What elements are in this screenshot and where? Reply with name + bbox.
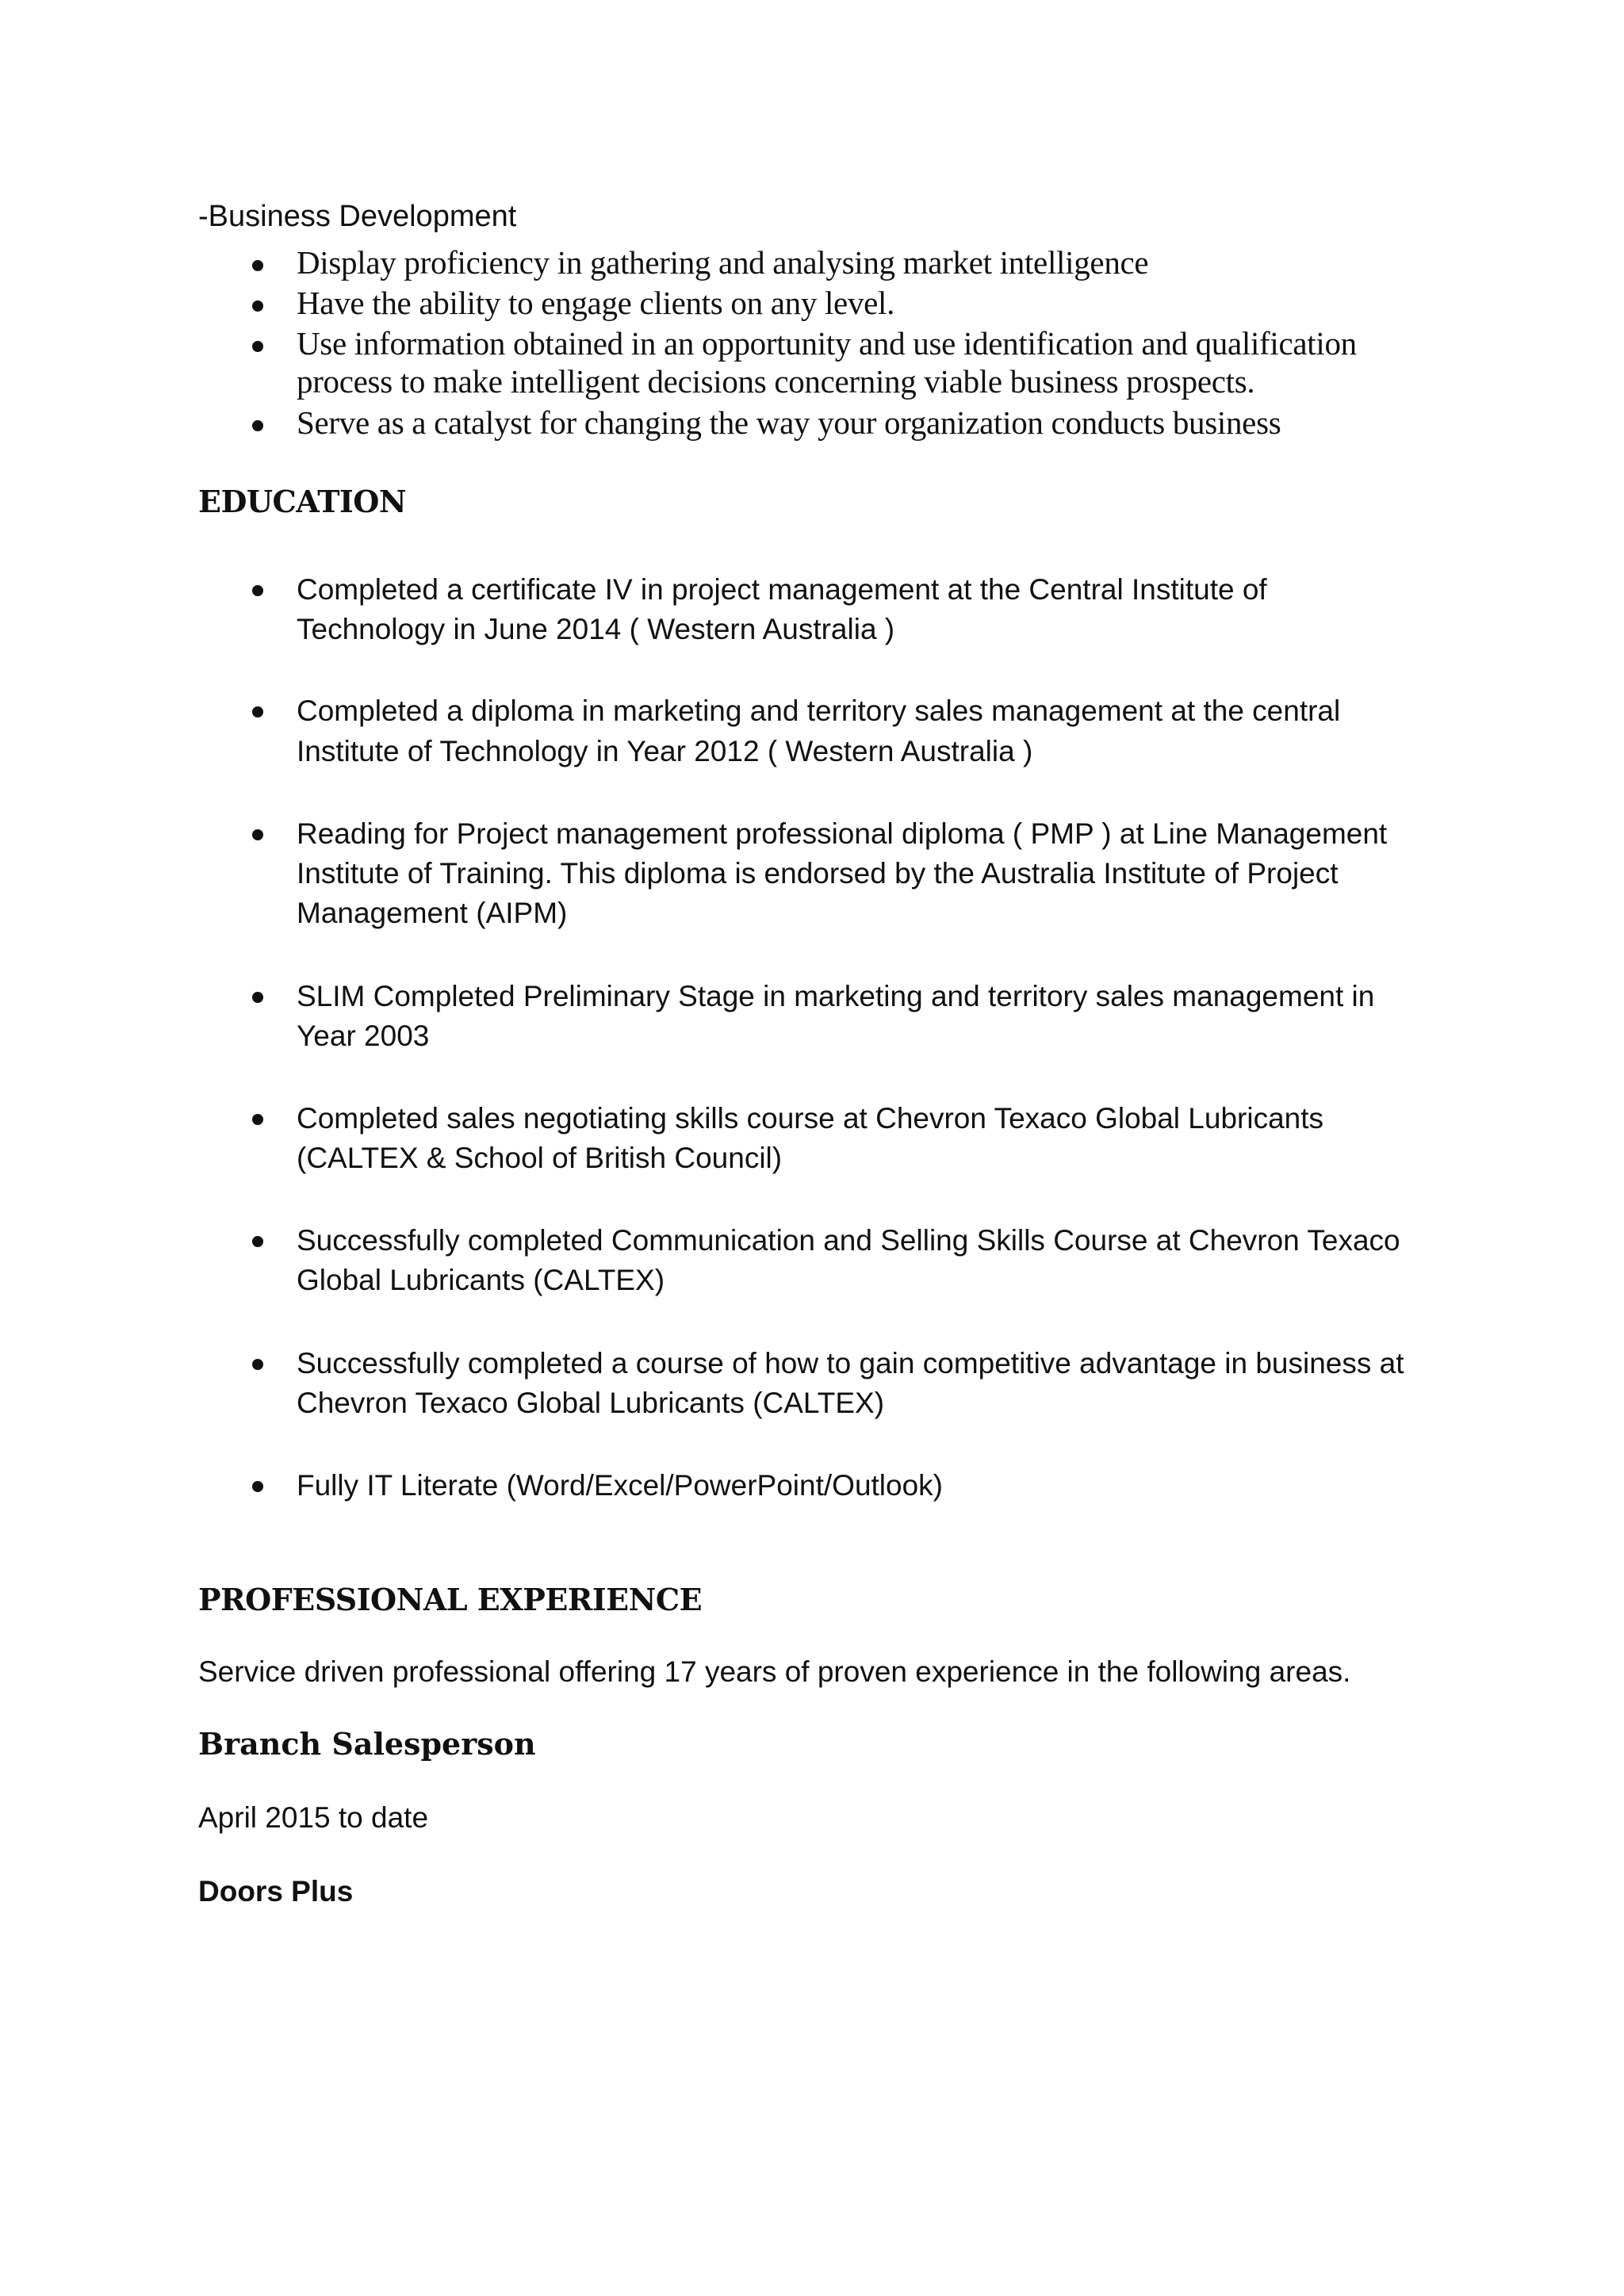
list-item-line: process to make intelligent decisions concerning viable business prospects. [297,363,1255,400]
list-item-line: (CALTEX & School of British Council) [297,1142,783,1174]
list-bullet [252,1359,263,1370]
list-item-line: Reading for Project management professional diploma ( PMP ) at Line Management [297,817,1388,850]
list-item-line: Global Lubricants (CALTEX) [297,1264,665,1296]
business-development-label: -Business Development [198,200,517,233]
list-item-line: Technology in June 2014 ( Western Australia ) [297,613,895,645]
job-title: Branch Salesperson [198,1726,536,1762]
list-item-line: Have the ability to engage clients on any level. [297,285,895,321]
list-bullet [252,992,263,1003]
list-item-line: Institute of Training. This diploma is endorsed by the Australia Institute of Project [297,857,1339,890]
list-item-line: Completed a diploma in marketing and territory sales management at the central [297,695,1341,727]
list-item-line: Use information obtained in an opportunity and use identification and qualification [297,325,1357,362]
experience-summary: Service driven professional offering 17 years of proven experience in the following areas. [198,1655,1351,1688]
list-item-line: Year 2003 [297,1020,430,1052]
list-item-line: Completed sales negotiating skills course at Chevron Texaco Global Lubricants [297,1102,1324,1135]
job-dates: April 2015 to date [198,1801,429,1834]
list-bullet [252,706,263,718]
list-bullet [252,300,263,312]
list-bullet [252,1236,263,1247]
list-item-line: Serve as a catalyst for changing the way your organization conducts business [297,404,1281,441]
list-bullet [252,341,263,352]
list-item-line: Fully IT Literate (Word/Excel/PowerPoint/Outlook) [297,1469,943,1502]
professional-experience-heading: PROFESSIONAL EXPERIENCE [198,1582,703,1617]
list-bullet [252,1481,263,1492]
list-item-line: SLIM Completed Preliminary Stage in marketing and territory sales management in [297,980,1375,1012]
company-name: Doors Plus [198,1875,354,1908]
list-bullet [252,260,263,271]
list-bullet [252,1114,263,1125]
education-heading: EDUCATION [198,484,407,519]
list-item-line: Chevron Texaco Global Lubricants (CALTEX) [297,1387,885,1419]
list-item-line: Display proficiency in gathering and analysing market intelligence [297,244,1149,281]
list-bullet [252,585,263,596]
list-item-line: Institute of Technology in Year 2012 ( Western Australia ) [297,735,1033,767]
list-bullet [252,420,263,431]
list-bullet [252,829,263,840]
list-item-line: Management (AIPM) [297,897,568,929]
list-item-line: Successfully completed Communication and Selling Skills Course at Chevron Texaco [297,1224,1400,1257]
list-item-line: Successfully completed a course of how to gain competitive advantage in business at [297,1347,1404,1380]
list-item-line: Completed a certificate IV in project management at the Central Institute of [297,573,1267,606]
